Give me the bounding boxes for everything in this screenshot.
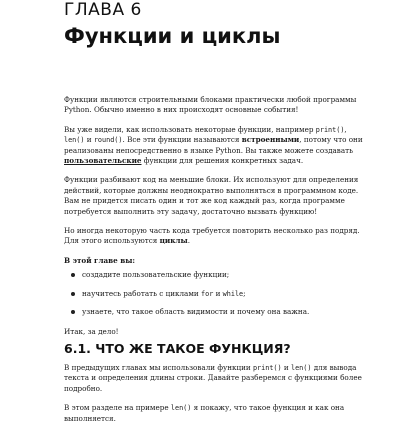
text-fragment: .	[187, 236, 190, 246]
code-print: print()	[315, 125, 345, 134]
code-len: len()	[170, 404, 192, 413]
term-custom: пользовательские	[64, 156, 142, 166]
paragraph-4	[64, 226, 364, 247]
code-for: for	[201, 289, 214, 298]
paragraph-6	[64, 363, 364, 394]
paragraph-5: Итак, за дело!	[64, 326, 119, 336]
list-heading: В этой главе вы:	[64, 255, 136, 265]
chapter-title: Функции и циклы	[64, 24, 281, 48]
list-item	[64, 289, 364, 299]
text-fragment: В предыдущих главах мы использовали функции	[64, 363, 253, 372]
paragraph-2	[64, 125, 364, 167]
text-fragment: ,	[344, 124, 347, 134]
section-title: 6.1. ЧТО ЖЕ ТАКОЕ ФУНКЦИЯ?	[64, 341, 291, 356]
text-fragment: . Все эти функции называются	[122, 135, 242, 145]
list-item	[64, 307, 364, 317]
text-fragment: , потому что они реализованы непосредственно в языке Python. Вы также можете создавать	[64, 135, 363, 155]
text-fragment: ;	[243, 288, 246, 298]
code-round: round()	[93, 136, 123, 145]
paragraph-7	[64, 403, 364, 424]
text-fragment: и	[84, 135, 94, 145]
bullet-icon	[71, 273, 75, 277]
bullet-icon	[71, 292, 75, 296]
paragraph-3: Функции разбивают код на меньшие блоки. Их используют для определения действий, которые должны неоднократно выполняться в программном коде. Вам не придется писать один и тот же код каждый раз, когда программе потребуется выполнить эту задачу, достаточно вызвать функцию!	[64, 175, 359, 216]
text-fragment: я покажу, что такое функция и как она выполняется.	[64, 403, 345, 423]
chapter-label: ГЛАВА 6	[64, 0, 142, 20]
text-fragment: Вы уже видели, как использовать некоторые функции, например	[64, 124, 316, 134]
term-loops: циклы	[159, 236, 188, 246]
text-fragment: Но иногда некоторую часть кода требуется повторить несколько раз подряд. Для этого используются	[64, 226, 360, 246]
code-while: while	[222, 289, 244, 298]
text-fragment: и	[281, 363, 291, 372]
text-fragment: научитесь работать с циклами	[82, 288, 202, 298]
list-item	[64, 270, 364, 280]
code-len: len()	[64, 136, 85, 145]
bullet-icon	[71, 310, 75, 314]
section-text	[64, 363, 364, 433]
text-fragment: узнаете, что такое область видимости и почему она важна.	[82, 307, 310, 317]
paragraph-1: Функции являются строительными блоками практически любой программы Python. Обычно именно в них происходят основные события!	[64, 95, 357, 115]
text-fragment: и	[213, 288, 223, 298]
code-len: len()	[291, 364, 312, 372]
text-fragment: для вывода текста и определения длины строки. Давайте разберемся с функциями более подробно.	[64, 363, 362, 393]
intro-text	[64, 95, 364, 346]
term-builtin: встроенными	[241, 135, 300, 145]
text-fragment: В этом разделе на примере	[64, 403, 171, 413]
text-fragment: функции для решения конкретных задач.	[141, 156, 304, 166]
bullet-list	[64, 270, 364, 317]
code-print: print()	[252, 364, 282, 372]
text-fragment: создадите пользовательские функции;	[82, 270, 230, 280]
